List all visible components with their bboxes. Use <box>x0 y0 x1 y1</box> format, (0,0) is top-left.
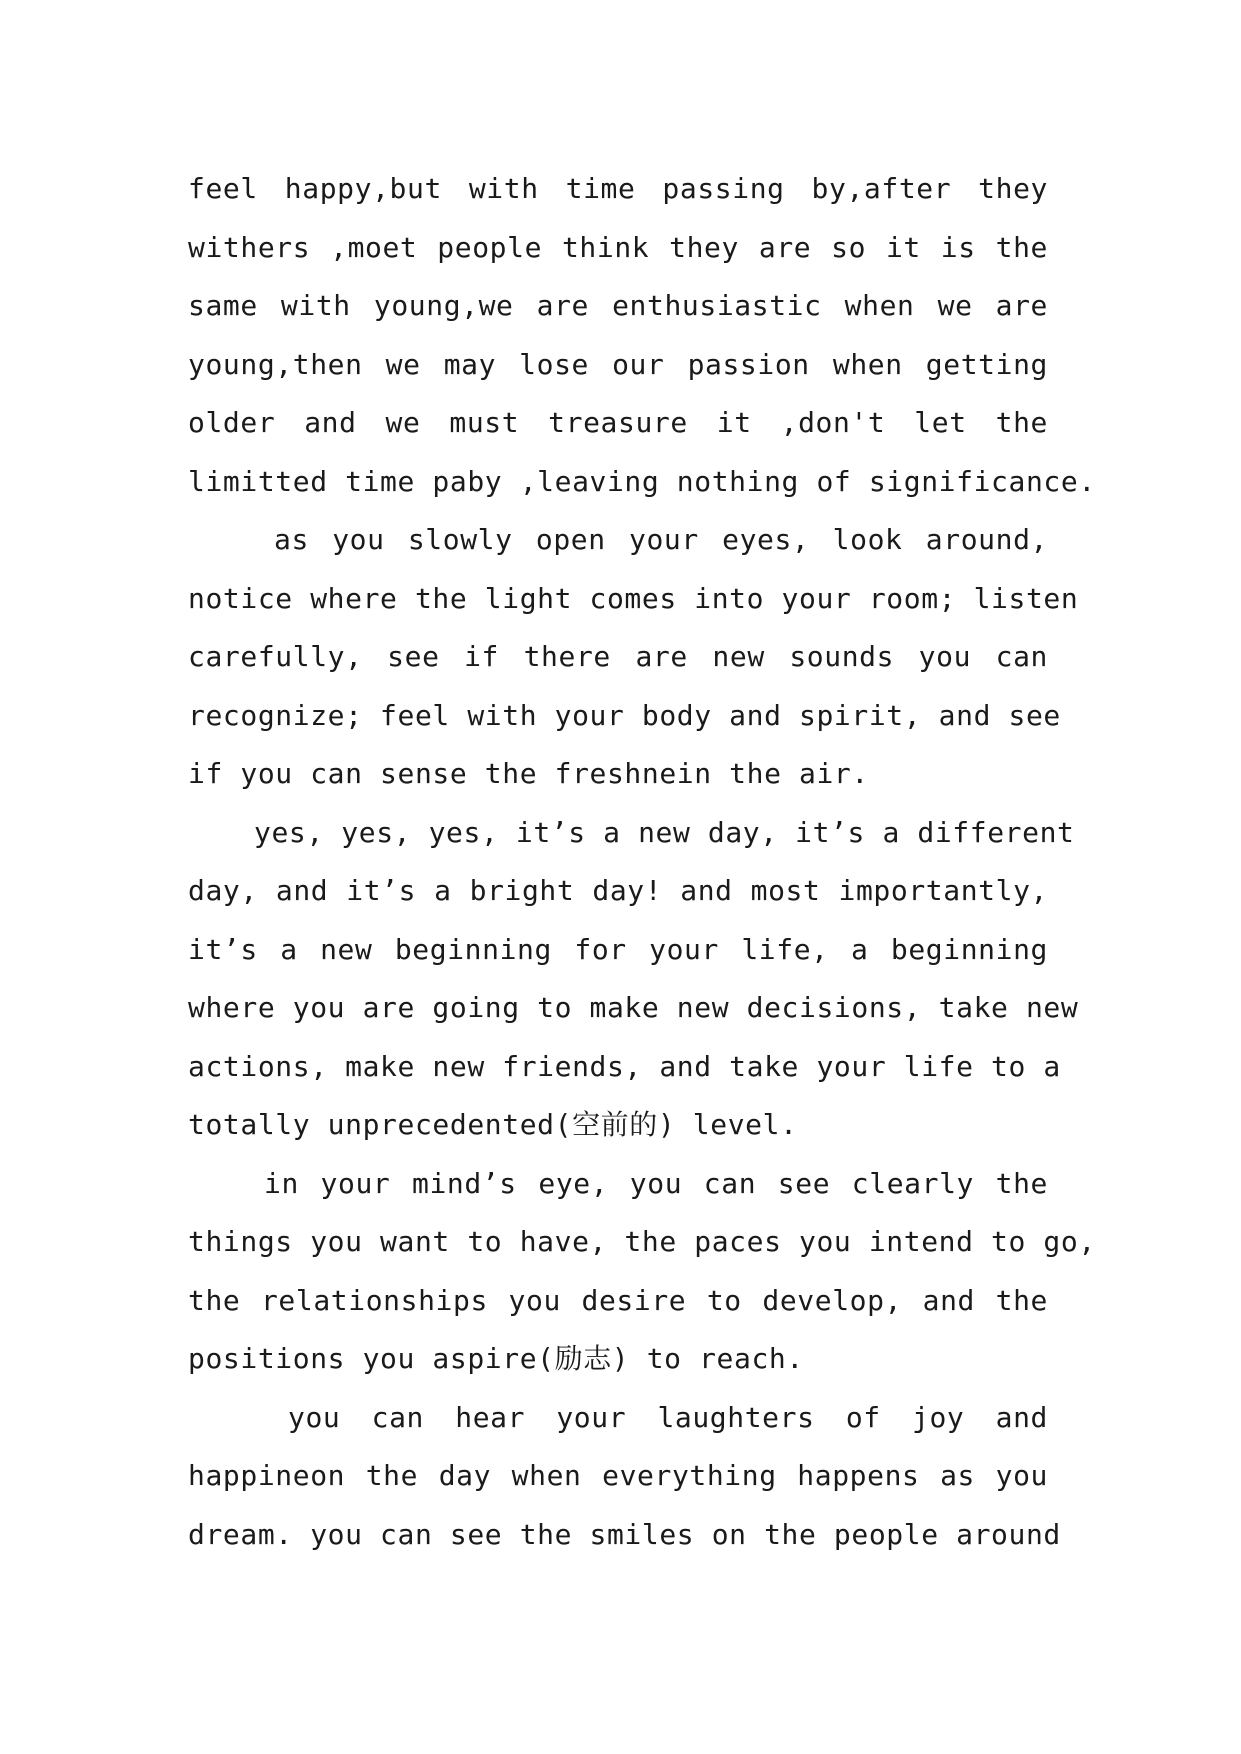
paragraph-5-line-1: you can hear your laughters of joy and <box>288 1400 1048 1434</box>
paragraph-4-line-2: things you want to have, the paces you intend to go, <box>188 1225 1096 1258</box>
document-body <box>188 160 1096 1564</box>
paragraph-1-line-3: same with young,we are enthusiastic when we are <box>188 289 1048 322</box>
paragraph-3-line-1: yes, yes, yes, it’s a new day, it’s a different <box>254 815 1075 849</box>
paragraph-3-line-6: totally unprecedented(空前的) level. <box>188 1108 798 1141</box>
paragraph-1-line-1: feel happy,but with time passing by,after they <box>188 172 1048 205</box>
paragraph-3-line-4: where you are going to make new decisions, take new <box>188 991 1079 1024</box>
paragraph-1-line-4: young,then we may lose our passion when getting <box>188 347 1048 381</box>
paragraph-1-line-2: withers ,moet people think they are so it is the <box>188 230 1048 264</box>
paragraph-2-line-2: notice where the light comes into your room; listen <box>188 581 1079 615</box>
paragraph-2-line-3: carefully, see if there are new sounds you can <box>188 640 1048 673</box>
paragraph-4-line-4: positions you aspire(励志) to reach. <box>188 1342 804 1375</box>
paragraph-1-line-5: older and we must treasure it ,don't let the <box>188 406 1048 439</box>
paragraph-2-line-1: as you slowly open your eyes, look around, <box>274 523 1048 556</box>
paragraph-5-line-2: happineon the day when everything happens as you <box>188 1459 1048 1492</box>
paragraph-2-line-4: recognize; feel with your body and spirit, and see <box>188 698 1061 732</box>
paragraph-1-line-6: limitted time paby ,leaving nothing of significance. <box>188 464 1096 498</box>
paragraph-4-line-3: the relationships you desire to develop, and the <box>188 1283 1048 1317</box>
paragraph-3-line-5: actions, make new friends, and take your life to a <box>188 1049 1061 1083</box>
paragraph-5-line-3: dream. you can see the smiles on the people around <box>188 1517 1061 1551</box>
paragraph-3-line-2: day, and it’s a bright day! and most importantly, <box>188 874 1048 907</box>
paragraph-3-line-3: it’s a new beginning for your life, a beginning <box>188 932 1048 966</box>
paragraph-2-line-5: if you can sense the freshnein the air. <box>188 757 869 790</box>
paragraph-4-line-1: in your mind’s eye, you can see clearly the <box>264 1166 1048 1200</box>
